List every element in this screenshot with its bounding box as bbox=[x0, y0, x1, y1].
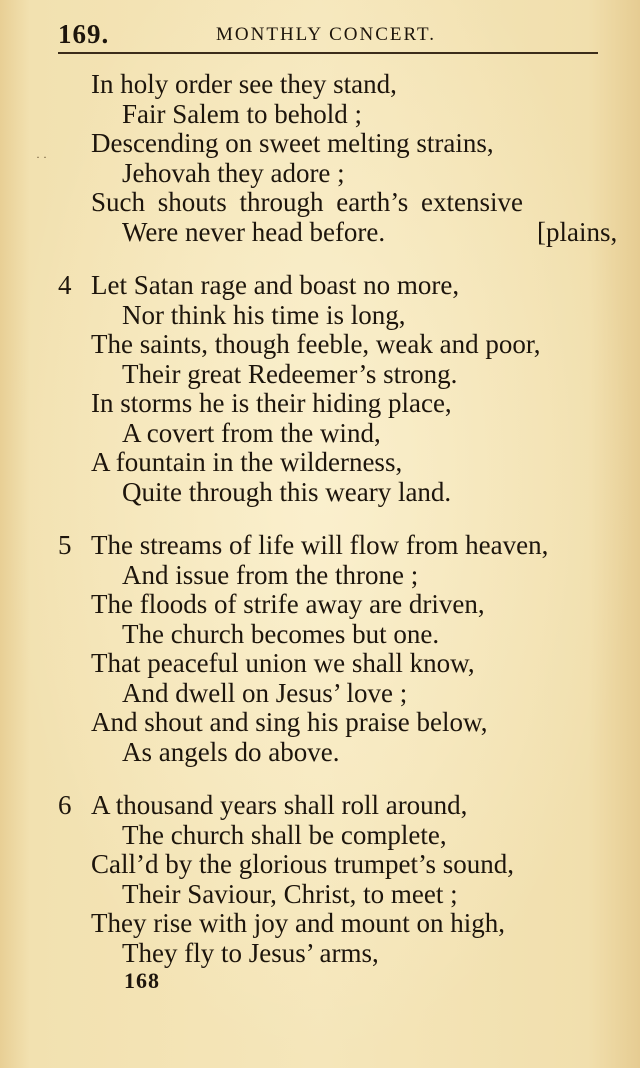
stanza-6 bbox=[58, 791, 618, 968]
verse-line: In storms he is their hiding place, bbox=[91, 388, 452, 418]
verse-line: Descending on sweet melting strains, bbox=[91, 128, 494, 158]
verse-line: Their Saviour, Christ, to meet ; bbox=[122, 878, 458, 909]
verse-line: Call’d by the glorious trumpet’s sound, bbox=[91, 849, 514, 879]
verse-line: And issue from the throne ; bbox=[122, 559, 419, 590]
verse-line: In holy order see they stand, bbox=[91, 69, 397, 99]
page-header bbox=[58, 18, 598, 54]
verse-line: As angels do above. bbox=[122, 736, 340, 767]
verse-line: Jehovah they adore ; bbox=[122, 157, 345, 188]
verse-line: Fair Salem to behold ; bbox=[122, 98, 362, 129]
stanza-number: 4 bbox=[58, 270, 72, 300]
stanza-number: 6 bbox=[58, 790, 72, 820]
verse-line: Nor think his time is long, bbox=[122, 299, 406, 330]
turnover-word: [plains, bbox=[537, 216, 618, 247]
page-number: 169. bbox=[58, 19, 110, 49]
verse-line: And dwell on Jesus’ love ; bbox=[122, 677, 408, 708]
verse-line-text: A thousand years shall roll around, bbox=[91, 790, 468, 820]
verse-line-with-turnover bbox=[58, 218, 618, 248]
verse-line-text: Let Satan rage and boast no more, bbox=[91, 270, 460, 300]
paper-specks: · · bbox=[36, 150, 47, 164]
verse-line: The church shall be complete, bbox=[122, 819, 447, 850]
verse-line bbox=[58, 791, 618, 821]
verse-line: A fountain in the wilderness, bbox=[91, 447, 403, 477]
verse-line: They rise with joy and mount on high, bbox=[91, 908, 505, 938]
verse-line: Their great Redeemer’s strong. bbox=[122, 358, 458, 389]
stanza-4 bbox=[58, 271, 618, 507]
verse-line bbox=[58, 531, 618, 561]
hymn-text bbox=[58, 70, 618, 968]
verse-line: The floods of strife away are driven, bbox=[91, 589, 485, 619]
verse-line: Such shouts through earth’s extensive bbox=[91, 187, 523, 217]
running-title: MONTHLY CONCERT. bbox=[216, 24, 437, 45]
stanza-continuation bbox=[58, 70, 618, 247]
verse-line: The church becomes but one. bbox=[122, 618, 440, 649]
verse-line-text: The streams of life will flow from heaven, bbox=[91, 530, 549, 560]
signature-mark: 168 bbox=[124, 968, 160, 993]
stanza-5 bbox=[58, 531, 618, 767]
stanza-gap bbox=[58, 247, 618, 271]
verse-line-text: Were never head before. bbox=[122, 216, 386, 247]
stanza-gap bbox=[58, 767, 618, 791]
verse-line: They fly to Jesus’ arms, bbox=[122, 937, 379, 968]
verse-line bbox=[58, 271, 618, 301]
verse-line: Quite through this weary land. bbox=[122, 476, 452, 507]
stanza-number: 5 bbox=[58, 530, 72, 560]
verse-line: A covert from the wind, bbox=[122, 417, 381, 448]
stanza-gap bbox=[58, 507, 618, 531]
verse-line: That peaceful union we shall know, bbox=[91, 648, 475, 678]
verse-line: The saints, though feeble, weak and poor, bbox=[91, 329, 541, 359]
verse-line: And shout and sing his praise below, bbox=[91, 707, 488, 737]
